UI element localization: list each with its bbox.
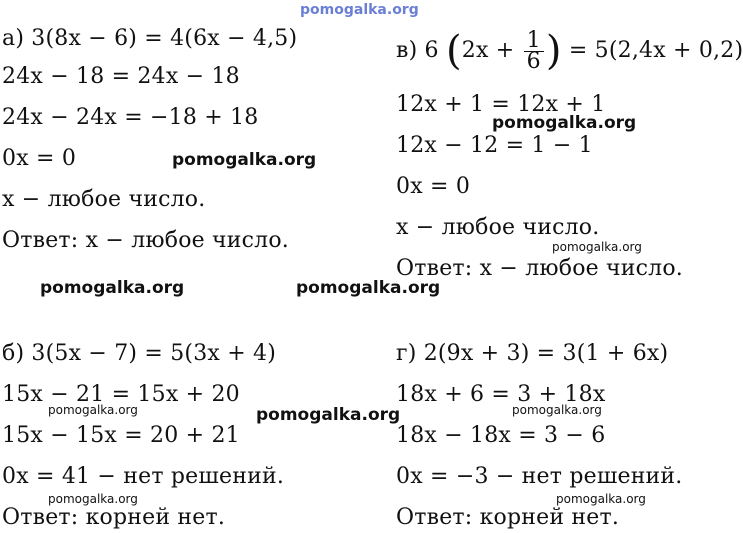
- fraction-numerator: 1: [524, 31, 544, 52]
- equation-v: [396, 28, 743, 74]
- watermark: pomogalka.org: [556, 492, 646, 506]
- watermark: pomogalka.org: [172, 150, 317, 170]
- watermark: pomogalka.org: [512, 403, 602, 417]
- step-v-2: 12x − 12 = 1 − 1: [396, 133, 593, 158]
- watermark: pomogalka.org: [48, 403, 138, 417]
- watermark-top: pomogalka.org: [300, 2, 419, 18]
- step-b-1: 15x − 21 = 15x + 20: [2, 382, 240, 407]
- step-v-4: x − любое число.: [396, 215, 600, 240]
- step-g-1: 18x + 6 = 3 + 18x: [396, 382, 606, 407]
- step-b-3: 0x = 41 − нет решений.: [2, 464, 285, 489]
- step-a-2: 24x − 24x = −18 + 18: [2, 105, 259, 130]
- step-a-1: 24x − 18 = 24x − 18: [2, 64, 240, 89]
- watermark: pomogalka.org: [492, 113, 637, 133]
- step-v-3: 0x = 0: [396, 174, 471, 199]
- equation-a: а) 3(8x − 6) = 4(6x − 4,5): [2, 26, 298, 51]
- watermark: pomogalka.org: [48, 492, 138, 506]
- equation-b: б) 3(5x − 7) = 5(3x + 4): [2, 341, 277, 366]
- fraction: [524, 27, 544, 74]
- answer-a: Ответ: x − любое число.: [2, 228, 289, 253]
- equation-v-lead: в) 6: [396, 38, 439, 63]
- answer-v: Ответ: x − любое число.: [396, 256, 683, 281]
- step-a-4: x − любое число.: [2, 187, 206, 212]
- equation-v-term: 2x +: [461, 38, 515, 63]
- step-a-3: 0x = 0: [2, 146, 77, 171]
- watermark: pomogalka.org: [552, 240, 642, 254]
- step-v-1: 12x + 1 = 12x + 1: [396, 92, 606, 117]
- step-g-2: 18x − 18x = 3 − 6: [396, 423, 606, 448]
- answer-b: Ответ: корней нет.: [2, 505, 226, 530]
- watermark: pomogalka.org: [296, 278, 441, 298]
- step-g-3: 0x = −3 − нет решений.: [396, 464, 683, 489]
- equation-g: г) 2(9x + 3) = 3(1 + 6x): [396, 341, 669, 366]
- paren-open: (: [445, 28, 462, 74]
- answer-g: Ответ: корней нет.: [396, 505, 620, 530]
- equation-v-rhs: = 5(2,4x + 0,2): [568, 38, 743, 63]
- paren-close: ): [545, 28, 562, 74]
- step-b-2: 15x − 15x = 20 + 21: [2, 423, 240, 448]
- watermark: pomogalka.org: [40, 278, 185, 298]
- watermark: pomogalka.org: [256, 405, 401, 425]
- fraction-denominator: 6: [526, 48, 541, 74]
